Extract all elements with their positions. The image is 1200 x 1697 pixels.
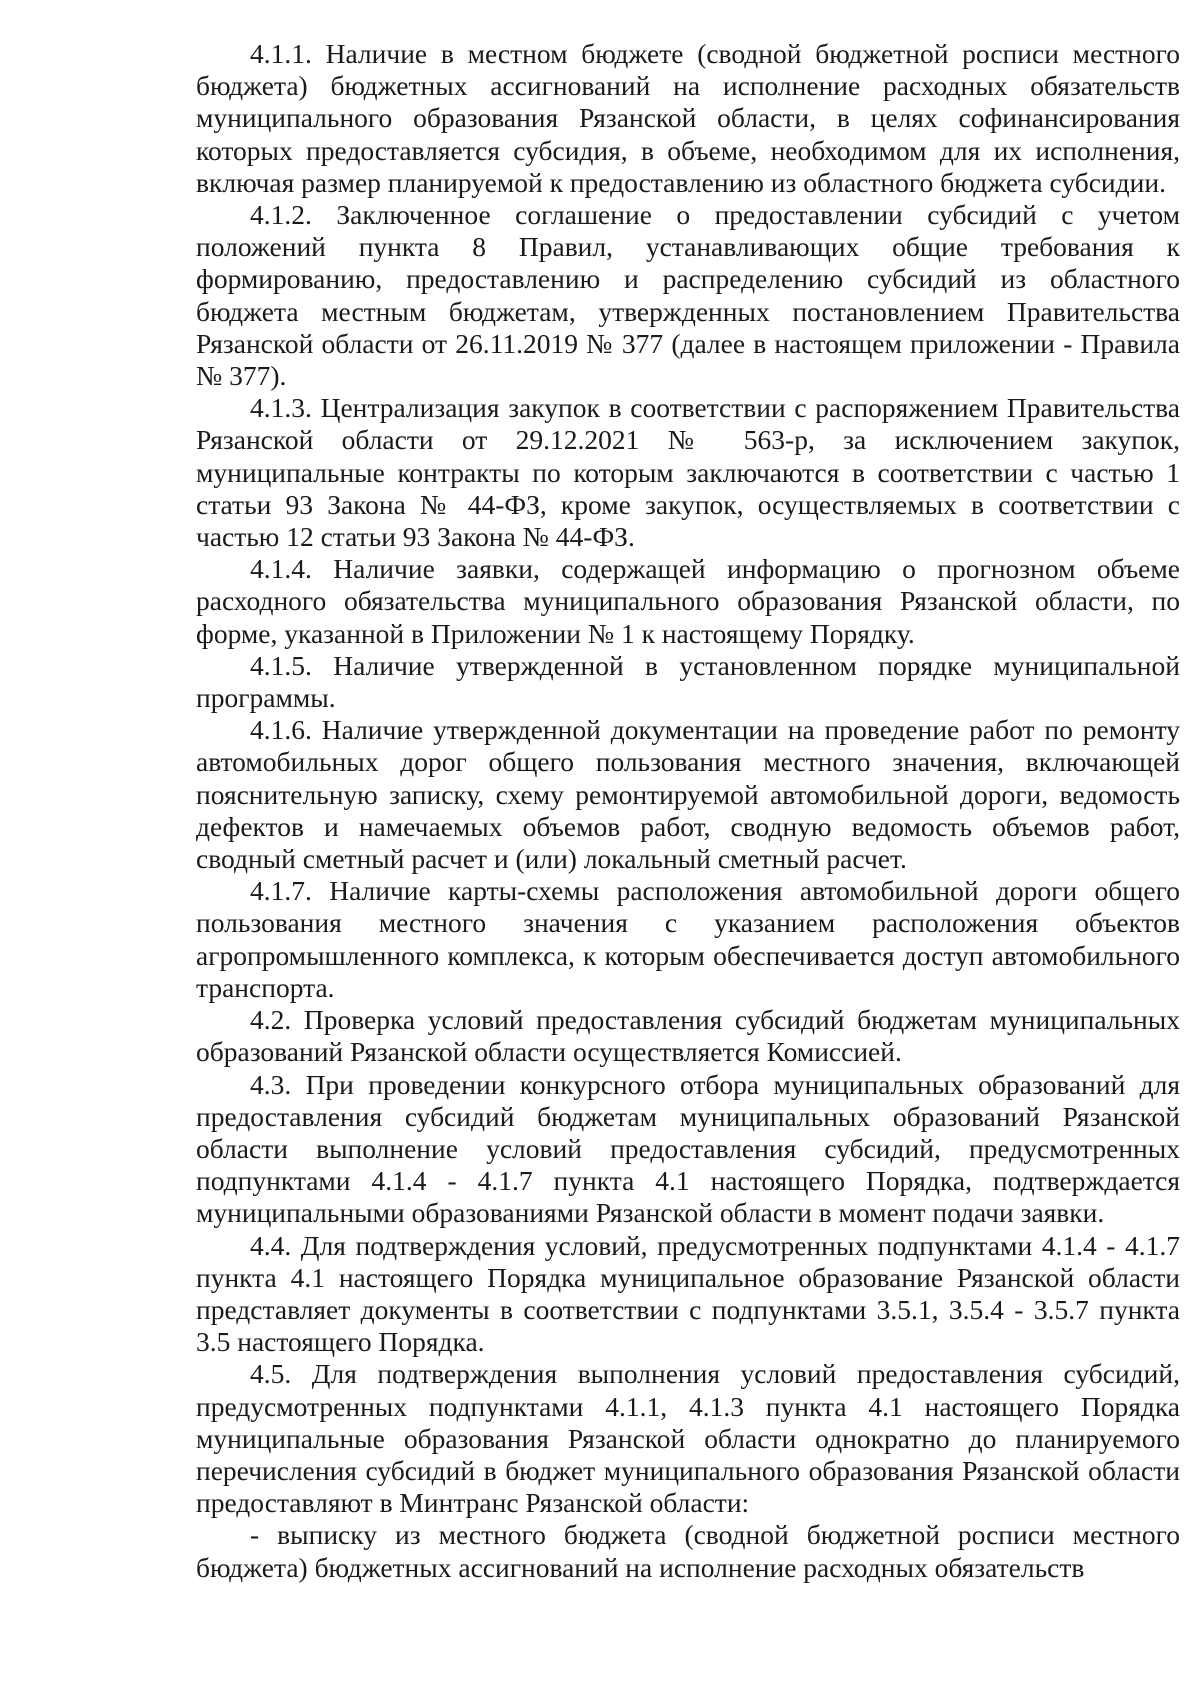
paragraph-4-5-list-item: - выписку из местного бюджета (сводной бюджетной росписи местного бюджета) бюджетных ассигнований на исполнение расходных обязательств: [196, 1519, 1180, 1583]
paragraph-4-1-4: 4.1.4. Наличие заявки, содержащей информацию о прогнозном объеме расходного обязательства муниципального образования Рязанской области, по форме, указанной в Приложении № 1 к настоящему Порядку.: [196, 553, 1180, 649]
paragraph-4-1-7: 4.1.7. Наличие карты-схемы расположения автомобильной дороги общего пользования местного значения с указанием расположения объектов агропромышленного комплекса, к которым обеспечивается доступ автомобильного транспорта.: [196, 875, 1180, 1003]
paragraph-4-3: 4.3. При проведении конкурсного отбора муниципальных образований для предоставления субсидий бюджетам муниципальных образований Рязанской области выполнение условий предоставления субсидий, предусмотренных подпунктами 4.1.4 - 4.1.7 пункта 4.1 настоящего Порядка, подтверждается муниципальными образованиями Рязанской области в момент подачи заявки.: [196, 1068, 1180, 1229]
paragraph-4-1-1: 4.1.1. Наличие в местном бюджете (сводной бюджетной росписи местного бюджета) бюджетных ассигнований на исполнение расходных обязательств муниципального образования Рязанской области, в целях софинансирования которых предоставляется субсидия, в объеме, необходимом для их исполнения, включая размер планируемой к предоставлению из областного бюджета субсидии.: [196, 38, 1180, 198]
paragraph-4-1-6: 4.1.6. Наличие утвержденной документации на проведение работ по ремонту автомобильных дорог общего пользования местного значения, включающей пояснительную записку, схему ремонтируемой автомобильной дороги, ведомость дефектов и намечаемых объемов работ, сводную ведомость объемов работ, сводный сметный расчет и (или) локальный сметный расчет.: [196, 714, 1180, 875]
paragraph-4-4: 4.4. Для подтверждения условий, предусмотренных подпунктами 4.1.4 - 4.1.7 пункта 4.1 настоящего Порядка муниципальное образование Рязанской области представляет документы в соответствии с подпунктами 3.5.1, 3.5.4 - 3.5.7 пункта 3.5 настоящего Порядка.: [196, 1229, 1180, 1358]
paragraph-4-2: 4.2. Проверка условий предоставления субсидий бюджетам муниципальных образований Рязанской области осуществляется Комиссией.: [196, 1004, 1180, 1068]
paragraph-4-5: 4.5. Для подтверждения выполнения условий предоставления субсидий, предусмотренных подпунктами 4.1.1, 4.1.3 пункта 4.1 настоящего Порядка муниципальные образования Рязанской области однократно до планируемого перечисления субсидий в бюджет муниципального образования Рязанской области предоставляют в Минтранс Рязанской области:: [196, 1358, 1180, 1519]
paragraph-4-1-5: 4.1.5. Наличие утвержденной в установленном порядке муниципальной программы.: [196, 649, 1180, 714]
paragraph-4-1-2: 4.1.2. Заключенное соглашение о предоставлении субсидий с учетом положений пункта 8 Правил, устанавливающих общие требования к формированию, предоставлению и распределению субсидий из областного бюджета местным бюджетам, утвержденных постановлением Правительства Рязанской области от 26.11.2019 № 377 (далее в настоящем приложении - Правила № 377).: [196, 199, 1180, 392]
paragraph-4-1-3: 4.1.3. Централизация закупок в соответствии с распоряжением Правительства Рязанской области от 29.12.2021 № 563-р, за исключением закупок, муниципальные контракты по которым заключаются в соответствии с частью 1 статьи 93 Закона № 44-ФЗ, кроме закупок, осуществляемых в соответствии с частью 12 статьи 93 Закона № 44-ФЗ.: [196, 392, 1180, 553]
document-body: [196, 38, 1180, 1584]
